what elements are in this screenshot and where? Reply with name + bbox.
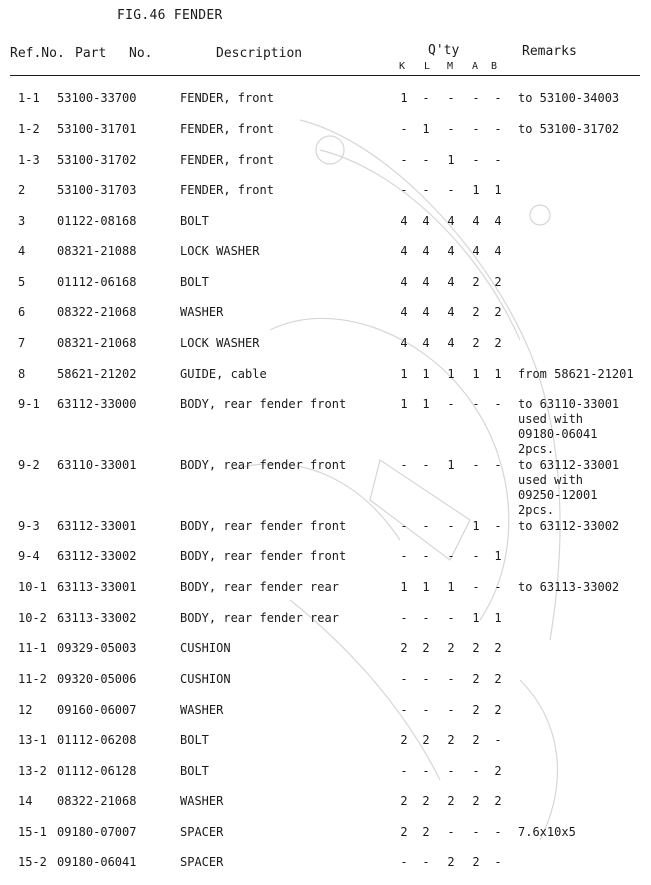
description-cell: WASHER [180, 794, 224, 808]
qty-l-cell: 2 [422, 641, 430, 655]
qty-l-cell: 4 [422, 305, 430, 319]
qty-b-cell: - [494, 825, 502, 839]
qty-k-cell: - [400, 764, 408, 778]
header-part: Part [75, 46, 107, 61]
part-no-cell: 63113-33002 [57, 611, 137, 625]
part-no-cell: 63113-33001 [57, 580, 137, 594]
qty-l-cell: - [422, 458, 430, 472]
qty-l-cell: - [422, 672, 430, 686]
qty-b-cell: - [494, 519, 502, 533]
qty-m-cell: 4 [447, 244, 455, 258]
qty-l-cell: - [422, 519, 430, 533]
qty-b-cell: 4 [494, 214, 502, 228]
qty-a-cell: 2 [472, 305, 480, 319]
part-no-cell: 01122-08168 [57, 214, 137, 228]
qty-l-cell: - [422, 183, 430, 197]
model-label-a: A [472, 61, 479, 72]
qty-m-cell: 4 [447, 336, 455, 350]
qty-m-cell: - [447, 122, 455, 136]
ref-no-cell: 14 [18, 794, 33, 808]
qty-a-cell: - [472, 397, 480, 411]
qty-m-cell: - [447, 764, 455, 778]
qty-a-cell: 2 [472, 336, 480, 350]
part-no-cell: 08322-21068 [57, 794, 137, 808]
part-no-cell: 08321-21068 [57, 336, 137, 350]
description-cell: SPACER [180, 825, 224, 839]
qty-m-cell: 1 [447, 458, 455, 472]
description-cell: WASHER [180, 305, 224, 319]
qty-b-cell: 2 [494, 336, 502, 350]
qty-l-cell: 4 [422, 214, 430, 228]
model-label-k: K [399, 61, 406, 72]
qty-b-cell: 2 [494, 703, 502, 717]
qty-k-cell: - [400, 549, 408, 563]
qty-b-cell: 2 [494, 641, 502, 655]
qty-l-cell: - [422, 153, 430, 167]
qty-k-cell: 4 [400, 275, 408, 289]
description-cell: BODY, rear fender rear [180, 580, 339, 594]
qty-a-cell: 4 [472, 244, 480, 258]
qty-b-cell: 4 [494, 244, 502, 258]
remarks-cell: from 58621-21201 [518, 367, 634, 381]
part-no-cell: 09320-05006 [57, 672, 137, 686]
description-cell: FENDER, front [180, 91, 274, 105]
ref-no-cell: 2 [18, 183, 26, 197]
qty-a-cell: - [472, 153, 480, 167]
table-row [0, 275, 651, 305]
qty-b-cell: - [494, 91, 502, 105]
description-cell: LOCK WASHER [180, 336, 260, 350]
qty-b-cell: - [494, 458, 502, 472]
qty-a-cell: - [472, 764, 480, 778]
description-cell: BOLT [180, 733, 209, 747]
qty-m-cell: - [447, 183, 455, 197]
ref-no-cell: 4 [18, 244, 26, 258]
part-no-cell: 01112-06128 [57, 764, 137, 778]
qty-m-cell: 4 [447, 275, 455, 289]
description-cell: BODY, rear fender front [180, 397, 347, 411]
qty-a-cell: 2 [472, 703, 480, 717]
qty-k-cell: - [400, 183, 408, 197]
qty-k-cell: 2 [400, 794, 408, 808]
qty-m-cell: 4 [447, 305, 455, 319]
qty-a-cell: 2 [472, 733, 480, 747]
qty-k-cell: - [400, 458, 408, 472]
qty-l-cell: 1 [422, 397, 430, 411]
remarks-cell: to 53100-34003 [518, 91, 620, 105]
qty-k-cell: 2 [400, 825, 408, 839]
part-no-cell: 01112-06208 [57, 733, 137, 747]
qty-m-cell: - [447, 703, 455, 717]
qty-a-cell: 1 [472, 183, 480, 197]
qty-k-cell: 2 [400, 641, 408, 655]
qty-k-cell: - [400, 672, 408, 686]
table-row [0, 794, 651, 824]
qty-a-cell: 1 [472, 367, 480, 381]
description-cell: LOCK WASHER [180, 244, 260, 258]
qty-b-cell: - [494, 122, 502, 136]
table-row [0, 855, 651, 885]
qty-k-cell: 1 [400, 367, 408, 381]
description-cell: WASHER [180, 703, 224, 717]
qty-m-cell: 1 [447, 367, 455, 381]
qty-a-cell: - [472, 549, 480, 563]
ref-no-cell: 7 [18, 336, 26, 350]
qty-m-cell: - [447, 825, 455, 839]
ref-no-cell: 11-2 [18, 672, 47, 686]
table-row [0, 305, 651, 335]
header-ref-no: Ref.No. [10, 46, 65, 61]
description-cell: BODY, rear fender front [180, 549, 347, 563]
qty-a-cell: 2 [472, 641, 480, 655]
qty-k-cell: 4 [400, 305, 408, 319]
qty-k-cell: 4 [400, 214, 408, 228]
ref-no-cell: 15-2 [18, 855, 47, 869]
ref-no-cell: 5 [18, 275, 26, 289]
description-cell: GUIDE, cable [180, 367, 267, 381]
qty-b-cell: - [494, 397, 502, 411]
part-no-cell: 53100-33700 [57, 91, 137, 105]
ref-no-cell: 10-1 [18, 580, 47, 594]
qty-l-cell: 1 [422, 367, 430, 381]
qty-k-cell: 4 [400, 244, 408, 258]
ref-no-cell: 12 [18, 703, 33, 717]
qty-b-cell: 1 [494, 367, 502, 381]
qty-a-cell: 2 [472, 672, 480, 686]
qty-k-cell: - [400, 519, 408, 533]
ref-no-cell: 11-1 [18, 641, 47, 655]
qty-l-cell: - [422, 703, 430, 717]
description-cell: BODY, rear fender rear [180, 611, 339, 625]
qty-a-cell: 2 [472, 275, 480, 289]
ref-no-cell: 13-1 [18, 733, 47, 747]
header-no: No. [129, 46, 153, 61]
qty-a-cell: 1 [472, 611, 480, 625]
qty-b-cell: 2 [494, 672, 502, 686]
qty-k-cell: - [400, 122, 408, 136]
qty-m-cell: - [447, 672, 455, 686]
qty-b-cell: 1 [494, 549, 502, 563]
table-row [0, 703, 651, 733]
table-row [0, 611, 651, 641]
table-row [0, 183, 651, 213]
table-row [0, 458, 651, 517]
table-row [0, 336, 651, 366]
ref-no-cell: 1-1 [18, 91, 40, 105]
qty-l-cell: 2 [422, 825, 430, 839]
qty-l-cell: - [422, 549, 430, 563]
qty-a-cell: - [472, 91, 480, 105]
qty-m-cell: 1 [447, 580, 455, 594]
table-row [0, 764, 651, 794]
remarks-cell: to 63112-33002 [518, 519, 620, 533]
qty-k-cell: 1 [400, 580, 408, 594]
part-no-cell: 63112-33001 [57, 519, 137, 533]
qty-l-cell: 2 [422, 794, 430, 808]
remarks-cell: to 63113-33002 [518, 580, 620, 594]
header-remarks: Remarks [522, 44, 577, 59]
table-row [0, 549, 651, 579]
remarks-cell: 7.6x10x5 [518, 825, 576, 839]
table-row [0, 519, 651, 549]
ref-no-cell: 15-1 [18, 825, 47, 839]
remarks-cell: to 53100-31702 [518, 122, 620, 136]
table-row [0, 122, 651, 152]
table-row [0, 672, 651, 702]
qty-a-cell: 4 [472, 214, 480, 228]
qty-m-cell: 2 [447, 855, 455, 869]
part-no-cell: 63110-33001 [57, 458, 137, 472]
description-cell: BOLT [180, 275, 209, 289]
qty-m-cell: 2 [447, 641, 455, 655]
qty-k-cell: 1 [400, 397, 408, 411]
remarks-cell: to 63110-33001 used with 09180-06041 2pcs. [518, 397, 620, 456]
qty-l-cell: 2 [422, 733, 430, 747]
qty-a-cell: - [472, 580, 480, 594]
qty-b-cell: - [494, 153, 502, 167]
qty-b-cell: 2 [494, 764, 502, 778]
table-row [0, 214, 651, 244]
qty-l-cell: 1 [422, 122, 430, 136]
qty-k-cell: - [400, 611, 408, 625]
qty-b-cell: 1 [494, 611, 502, 625]
description-cell: CUSHION [180, 672, 231, 686]
part-no-cell: 58621-21202 [57, 367, 137, 381]
qty-l-cell: 4 [422, 275, 430, 289]
ref-no-cell: 9-2 [18, 458, 40, 472]
qty-m-cell: 4 [447, 214, 455, 228]
part-no-cell: 08321-21088 [57, 244, 137, 258]
header-divider [10, 75, 640, 76]
part-no-cell: 09160-06007 [57, 703, 137, 717]
description-cell: BOLT [180, 764, 209, 778]
description-cell: CUSHION [180, 641, 231, 655]
qty-l-cell: - [422, 764, 430, 778]
qty-l-cell: 1 [422, 580, 430, 594]
remarks-cell: to 63112-33001 used with 09250-12001 2pcs. [518, 458, 620, 517]
ref-no-cell: 1-2 [18, 122, 40, 136]
ref-no-cell: 9-1 [18, 397, 40, 411]
ref-no-cell: 3 [18, 214, 26, 228]
part-no-cell: 53100-31703 [57, 183, 137, 197]
qty-b-cell: 2 [494, 794, 502, 808]
header-quantity: Q'ty [428, 43, 460, 58]
table-row [0, 244, 651, 274]
qty-k-cell: 2 [400, 733, 408, 747]
qty-l-cell: 4 [422, 336, 430, 350]
qty-b-cell: 2 [494, 305, 502, 319]
description-cell: SPACER [180, 855, 224, 869]
part-no-cell: 01112-06168 [57, 275, 137, 289]
model-label-b: B [491, 61, 498, 72]
qty-k-cell: - [400, 703, 408, 717]
qty-a-cell: 2 [472, 794, 480, 808]
description-cell: FENDER, front [180, 122, 274, 136]
qty-l-cell: - [422, 91, 430, 105]
table-row [0, 580, 651, 610]
ref-no-cell: 8 [18, 367, 26, 381]
table-row [0, 367, 651, 397]
part-no-cell: 09180-07007 [57, 825, 137, 839]
table-row [0, 825, 651, 855]
part-no-cell: 09180-06041 [57, 855, 137, 869]
qty-m-cell: 1 [447, 153, 455, 167]
header-description: Description [216, 46, 303, 61]
qty-m-cell: - [447, 91, 455, 105]
ref-no-cell: 1-3 [18, 153, 40, 167]
part-no-cell: 63112-33002 [57, 549, 137, 563]
ref-no-cell: 13-2 [18, 764, 47, 778]
qty-b-cell: 1 [494, 183, 502, 197]
ref-no-cell: 9-3 [18, 519, 40, 533]
qty-m-cell: - [447, 549, 455, 563]
qty-l-cell: - [422, 611, 430, 625]
qty-m-cell: 2 [447, 794, 455, 808]
part-no-cell: 53100-31702 [57, 153, 137, 167]
qty-m-cell: - [447, 397, 455, 411]
table-row [0, 153, 651, 183]
table-row [0, 397, 651, 456]
table-row [0, 733, 651, 763]
table-row [0, 641, 651, 671]
part-no-cell: 09329-05003 [57, 641, 137, 655]
part-no-cell: 63112-33000 [57, 397, 137, 411]
qty-k-cell: 4 [400, 336, 408, 350]
part-no-cell: 08322-21068 [57, 305, 137, 319]
qty-l-cell: - [422, 855, 430, 869]
qty-l-cell: 4 [422, 244, 430, 258]
table-row [0, 91, 651, 121]
qty-m-cell: - [447, 519, 455, 533]
description-cell: BOLT [180, 214, 209, 228]
figure-title: FIG.46 FENDER [117, 8, 223, 23]
qty-b-cell: - [494, 733, 502, 747]
qty-b-cell: - [494, 580, 502, 594]
model-label-m: M [447, 61, 454, 72]
ref-no-cell: 9-4 [18, 549, 40, 563]
model-label-l: L [424, 61, 431, 72]
qty-k-cell: - [400, 153, 408, 167]
qty-k-cell: 1 [400, 91, 408, 105]
description-cell: FENDER, front [180, 183, 274, 197]
part-no-cell: 53100-31701 [57, 122, 137, 136]
description-cell: BODY, rear fender front [180, 458, 347, 472]
ref-no-cell: 10-2 [18, 611, 47, 625]
qty-b-cell: - [494, 855, 502, 869]
qty-a-cell: 2 [472, 855, 480, 869]
qty-a-cell: - [472, 122, 480, 136]
qty-a-cell: - [472, 458, 480, 472]
qty-a-cell: 1 [472, 519, 480, 533]
description-cell: BODY, rear fender front [180, 519, 347, 533]
qty-a-cell: - [472, 825, 480, 839]
qty-m-cell: 2 [447, 733, 455, 747]
qty-k-cell: - [400, 855, 408, 869]
qty-m-cell: - [447, 611, 455, 625]
qty-b-cell: 2 [494, 275, 502, 289]
ref-no-cell: 6 [18, 305, 26, 319]
description-cell: FENDER, front [180, 153, 274, 167]
